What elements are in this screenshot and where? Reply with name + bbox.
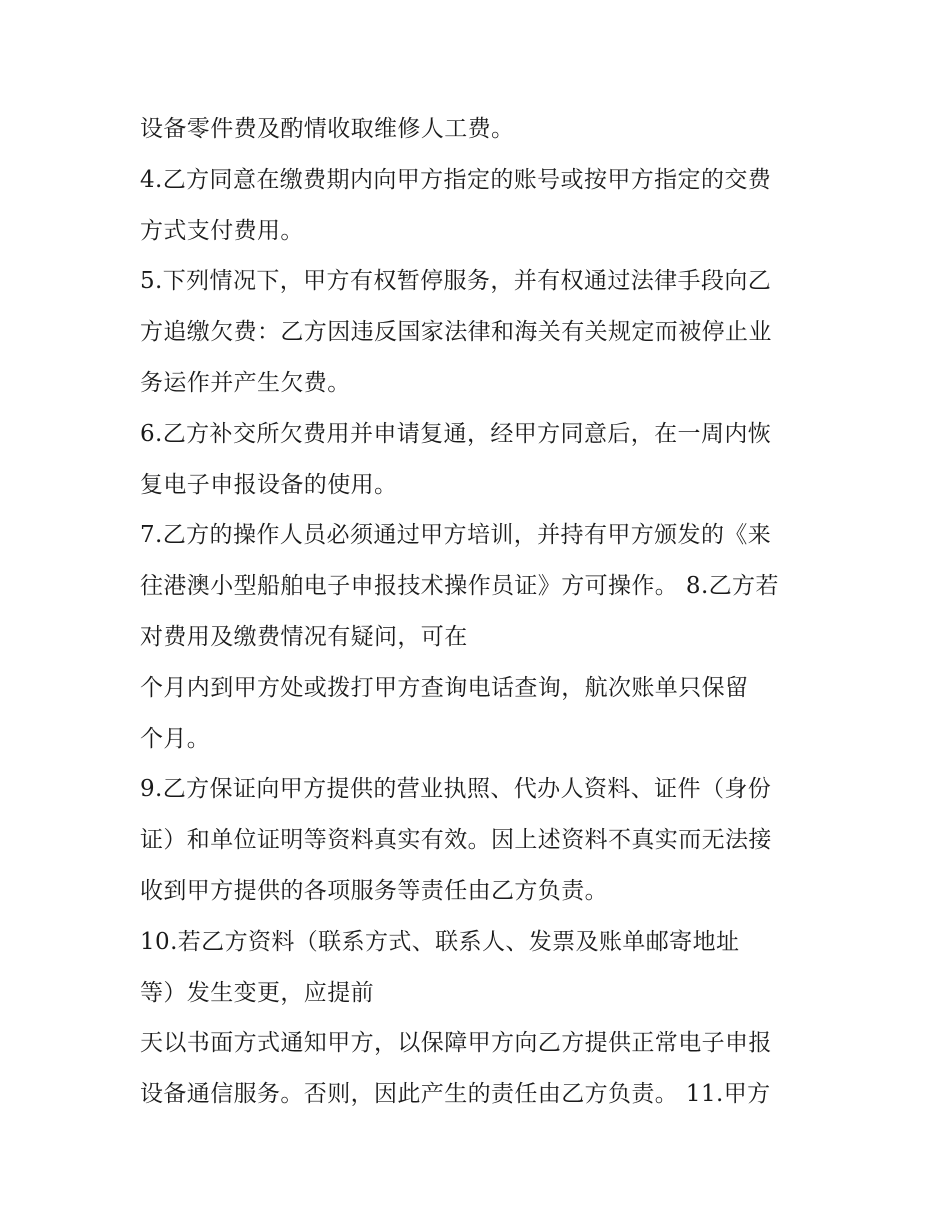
text-line: 设备零件费及酌情收取维修人工费。 [140,116,515,142]
text-line: 对费用及缴费情况有疑问，可在 [140,623,468,650]
text-line: 设备通信服务。否则，因此产生的责任由乙方负责。 11.甲方 [140,1081,771,1108]
text-line: 5.下列情况下，甲方有权暂停服务，并有权通过法律手段向乙 [140,268,772,295]
text-line: 务运作并产生欠费。 [140,369,351,396]
text-line: 10.若乙方资料（联系方式、联系人、发票及账单邮寄地址 [140,928,740,955]
text-line: 4.乙方同意在缴费期内向甲方指定的账号或按甲方指定的交费 [140,166,772,193]
text-line: 证）和单位证明等资料真实有效。因上述资料不真实而无法接 [140,827,772,854]
text-line: 往港澳小型船舶电子申报技术操作员证》方可操作。 8.乙方若 [140,573,779,600]
text-line: 7.乙方的操作人员必须通过甲方培训，并持有甲方颁发的《来 [140,522,772,549]
text-line: 收到甲方提供的各项服务等责任由乙方负责。 [140,877,608,904]
text-line: 方追缴欠费：乙方因违反国家法律和海关有关规定而被停止业 [140,319,772,346]
text-line: 个月内到甲方处或拨打甲方查询电话查询，航次账单只保留 [140,674,749,701]
contract-text-body [140,104,820,1120]
text-line: 个月。 [140,725,211,752]
text-line: 等）发生变更，应提前 [140,979,374,1006]
text-line: 6.乙方补交所欠费用并申请复通，经甲方同意后，在一周内恢 [140,420,772,447]
text-line: 方式支付费用。 [140,217,304,244]
text-line: 9.乙方保证向甲方提供的营业执照、代办人资料、证件（身份 [140,776,772,803]
text-line: 复电子申报设备的使用。 [140,471,398,498]
text-line: 天以书面方式通知甲方，以保障甲方向乙方提供正常电子申报 [140,1030,772,1057]
